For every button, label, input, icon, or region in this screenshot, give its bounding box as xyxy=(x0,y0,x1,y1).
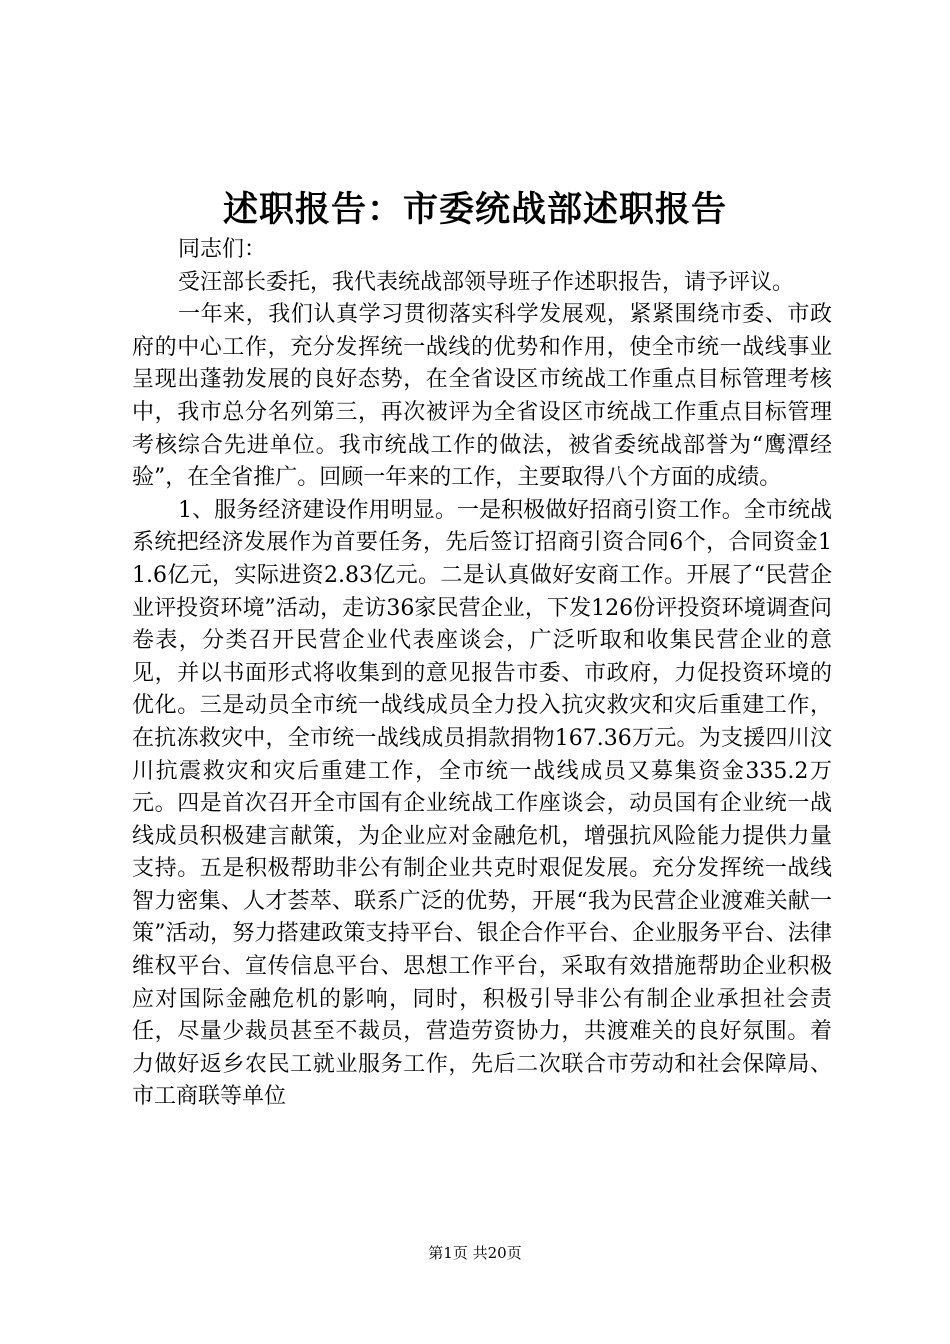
page-number-footer: 第1页 共20页 xyxy=(428,1244,522,1262)
summary-paragraph: 一年来，我们认真学习贯彻落实科学发展观，紧紧围绕市委、市政府的中心工作，充分发挥统一战线的优势和作用，使全市统一战线事业呈现出蓬勃发展的良好态势，在全省设区市统战工作重点目标管理考核中，我市总分名列第三，再次被评为全省设区市统战工作重点目标管理考核综合先进单位。我市统战工作的做法，被省委统战部誉为“鹰潭经验”，在全省推广。回顾一年来的工作，主要取得八个方面的成绩。 xyxy=(132,302,832,491)
document-title: 述职报告：市委统战部述职报告 xyxy=(222,189,727,230)
economic-service-paragraph: 1、服务经济建设作用明显。一是积极做好招商引资工作。全市统战系统把经济发展作为首要任务，先后签订招商引资合同6个，合同资金11.6亿元，实际进资2.83亿元。二是认真做好安商工作。开展了“民营企业评投资环境”活动，走访36家民营企业，下发126份评投资环境调查问卷表，分类召开民营企业代表座谈会，广泛听取和收集民营企业的意见，并以书面形式将收集到的意见报告市委、市政府，力促投资环境的优化。三是动员全市统一战线成员全力投入抗灾救灾和灾后重建工作，在抗冻救灾中，全市统一战线成员捐款捐物167.36万元。为支援四川汶川抗震救灾和灾后重建工作，全市统一战线成员又募集资金335.2万元。四是首次召开全市国有企业统战工作座谈会，动员国有企业统一战线成员积极建言献策，为企业应对金融危机，增强抗风险能力提供力量支持。五是积极帮助非公有制企业共克时艰促发展。充分发挥统一战线智力密集、人才荟萃、联系广泛的优势，开展“我为民营企业渡难关献一策”活动，努力搭建政策支持平台、银企合作平台、企业服务平台、法律维权平台、宣传信息平台、思想工作平台，采取有效措施帮助企业积极应对国际金融危机的影响，同时，积极引导非公有制企业承担社会责任，尽量少裁员甚至不裁员，营造劳资协力，共渡难关的良好氛围。着力做好返乡农民工就业服务工作，先后二次联合市劳动和社会保障局、市工商联等单位 xyxy=(132,497,832,1110)
salutation-paragraph: 同志们： xyxy=(178,237,267,262)
intro-paragraph: 受汪部长委托，我代表统战部领导班子作述职报告，请予评议。 xyxy=(178,269,795,295)
document-body xyxy=(132,234,832,1114)
